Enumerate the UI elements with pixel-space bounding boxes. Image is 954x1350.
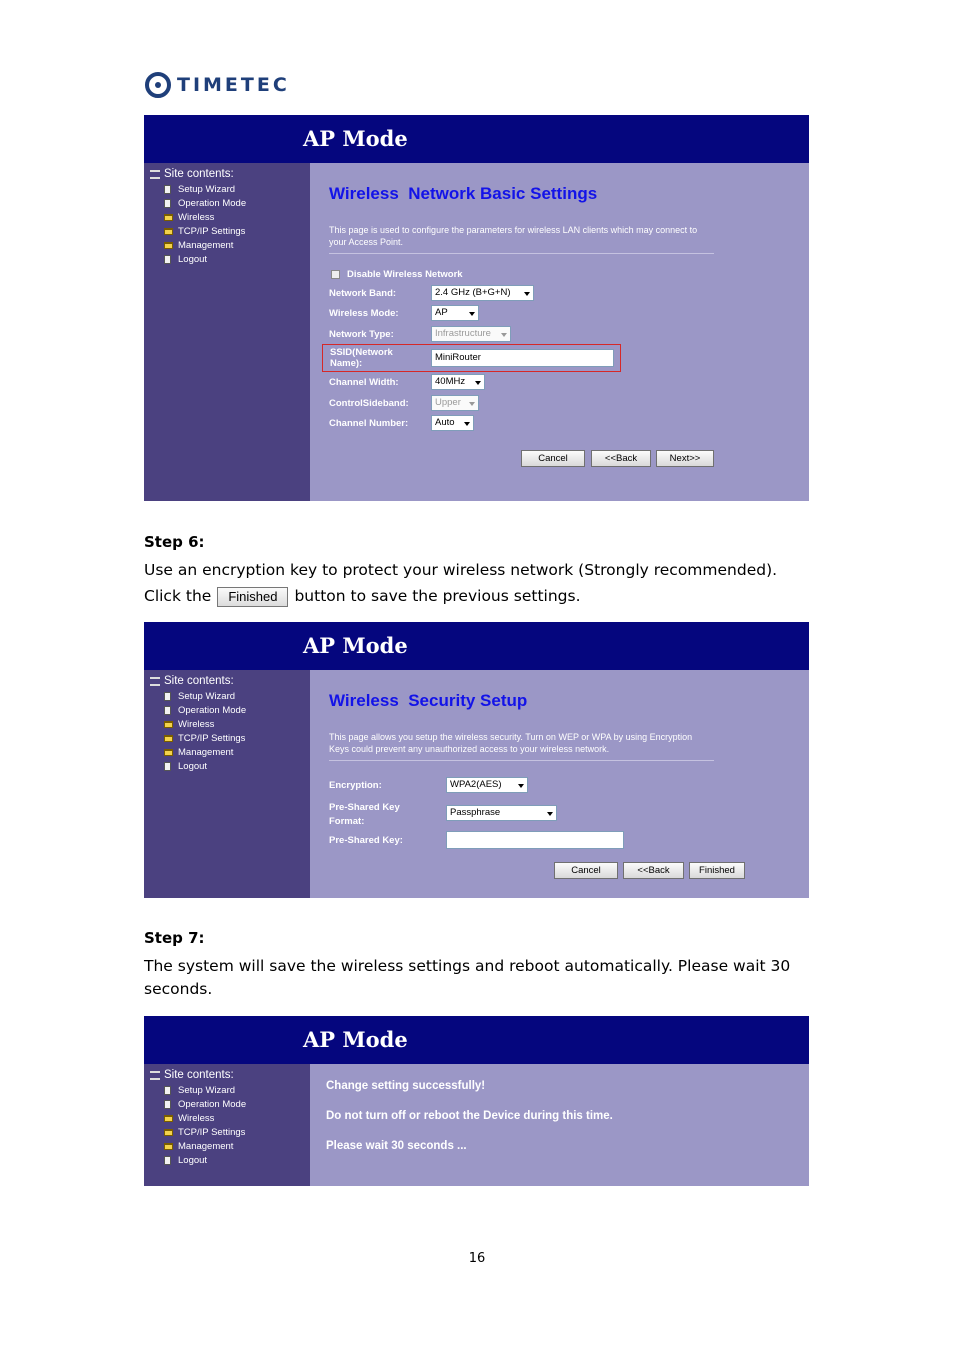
timetec-logo [145,68,290,102]
control-sideband-label: ControlSideband: [329,398,409,409]
dropdown-arrow-icon [469,402,475,406]
sidebar-item-setup-wizard[interactable]: Setup Wizard [164,182,246,196]
ssid-input[interactable]: MiniRouter [431,349,614,367]
sidebar-item-wireless[interactable]: Wireless [164,210,246,224]
sidebar-item-logout[interactable]: Logout [164,759,246,773]
step6-line2: Click the Finished button to save the previous settings. [144,587,581,605]
tree-icon [150,170,160,179]
document-icon [164,1156,171,1165]
folder-icon [164,749,173,756]
folder-icon [164,1143,173,1150]
dropdown-arrow-icon [469,312,475,316]
site-contents-heading: Site contents: [150,1069,234,1081]
psk-label: Pre-Shared Key: [329,835,403,846]
ap-header [144,1016,809,1064]
divider [329,253,714,254]
network-type-select[interactable]: Infrastructure [431,326,511,342]
logo-text: TIMETEC [177,74,290,96]
channel-number-select[interactable]: Auto [431,415,474,431]
screenshot-basic-settings [144,115,809,501]
encryption-select[interactable]: WPA2(AES) [446,777,528,793]
ap-title: AP Mode [303,126,408,151]
cancel-button[interactable]: Cancel [521,450,585,467]
folder-icon [164,721,173,728]
page-heading: Wireless Security Setup [329,691,528,710]
sidebar-item-setup-wizard[interactable]: Setup Wizard [164,689,246,703]
sidebar-item-tcpip[interactable]: TCP/IP Settings [164,224,246,238]
sidebar-item-wireless[interactable]: Wireless [164,1111,246,1125]
channel-width-label: Channel Width: [329,377,399,388]
sidebar-item-management[interactable]: Management [164,1139,246,1153]
dropdown-arrow-icon [475,381,481,385]
sidebar-item-operation-mode[interactable]: Operation Mode [164,703,246,717]
main-panel [310,670,809,898]
page-description: This page is used to configure the parameters for wireless LAN clients which may connect to your Access Point. [329,225,698,247]
wireless-mode-label: Wireless Mode: [329,308,399,319]
disable-wireless-checkbox[interactable] [331,270,340,279]
main-panel [310,163,809,501]
sidebar-item-management[interactable]: Management [164,745,246,759]
channel-width-select[interactable]: 40MHz [431,374,485,390]
control-sideband-select[interactable]: Upper [431,395,479,411]
document-icon [164,185,171,194]
screenshot-security-setup [144,622,809,898]
sidebar [144,1064,310,1186]
step7-text: The system will save the wireless settings and reboot automatically. Please wait 30 seconds. [144,957,791,998]
dropdown-arrow-icon [524,292,530,296]
network-band-label: Network Band: [329,288,397,299]
screenshot-reboot-message [144,1016,809,1186]
step6-title: Step 6: [144,533,205,551]
page-description: This page allows you setup the wireless security. Turn on WEP or WPA by using Encryption Keys could prevent any unauthorized access to your wireless network. [329,732,693,754]
dropdown-arrow-icon [464,422,470,426]
site-contents-heading: Site contents: [150,168,234,180]
folder-icon [164,1115,173,1122]
page-heading: Wireless Network Basic Settings [329,184,598,203]
sidebar-item-setup-wizard[interactable]: Setup Wizard [164,1083,246,1097]
sidebar-item-logout[interactable]: Logout [164,252,246,266]
sidebar-item-tcpip[interactable]: TCP/IP Settings [164,1125,246,1139]
sidebar-item-operation-mode[interactable]: Operation Mode [164,1097,246,1111]
encryption-label: Encryption: [329,780,382,791]
step6-line1: Use an encryption key to protect your wireless network (Strongly recommended). [144,561,778,579]
sidebar-item-management[interactable]: Management [164,238,246,252]
wireless-mode-select[interactable]: AP [431,305,479,321]
psk-format-label: Pre-Shared Key Format: [329,802,400,827]
dropdown-arrow-icon [547,812,553,816]
document-icon [164,692,171,701]
network-band-select[interactable]: 2.4 GHz (B+G+N) [431,285,534,301]
psk-format-select[interactable]: Passphrase [446,805,557,821]
sidebar-item-operation-mode[interactable]: Operation Mode [164,196,246,210]
document-icon [164,762,171,771]
page-number: 16 [468,1251,486,1266]
tree-icon [150,677,160,686]
document-icon [164,199,171,208]
sidebar-item-tcpip[interactable]: TCP/IP Settings [164,731,246,745]
ssid-label: SSID(Network Name): [330,347,393,369]
tree-icon [150,1071,160,1080]
ap-title: AP Mode [303,1027,408,1052]
sidebar [144,163,310,501]
sidebar-item-wireless[interactable]: Wireless [164,717,246,731]
folder-icon [164,228,173,235]
dropdown-arrow-icon [501,333,507,337]
back-button[interactable]: <<Back [591,450,651,467]
folder-icon [164,214,173,221]
step7-title: Step 7: [144,929,205,947]
ap-header [144,622,809,670]
sidebar-list [164,1083,246,1167]
sidebar [144,670,310,898]
step6-text [144,559,814,608]
channel-number-label: Channel Number: [329,418,409,429]
divider [329,760,714,761]
message-warning: Do not turn off or reboot the Device during this time. [326,1110,613,1122]
psk-input[interactable] [446,831,624,849]
message-wait: Please wait 30 seconds ... [326,1140,467,1152]
document-icon [164,1086,171,1095]
document-icon [164,1100,171,1109]
cancel-button[interactable]: Cancel [554,862,618,879]
dropdown-arrow-icon [518,784,524,788]
finished-button[interactable]: Finished [689,862,745,879]
sidebar-item-logout[interactable]: Logout [164,1153,246,1167]
network-type-label: Network Type: [329,329,394,340]
document-icon [164,706,171,715]
logo-mark-icon [145,72,171,98]
ap-title: AP Mode [303,633,408,658]
back-button[interactable]: <<Back [623,862,684,879]
folder-icon [164,735,173,742]
site-contents-heading: Site contents: [150,675,234,687]
next-button[interactable]: Next>> [656,450,714,467]
folder-icon [164,1129,173,1136]
sidebar-list [164,689,246,773]
ap-header [144,115,809,163]
sidebar-list [164,182,246,266]
finished-button-inline: Finished [217,587,288,607]
message-success: Change setting successfully! [326,1080,486,1092]
folder-icon [164,242,173,249]
disable-wireless-label: Disable Wireless Network [347,269,463,280]
main-panel [310,1064,809,1186]
document-icon [164,255,171,264]
